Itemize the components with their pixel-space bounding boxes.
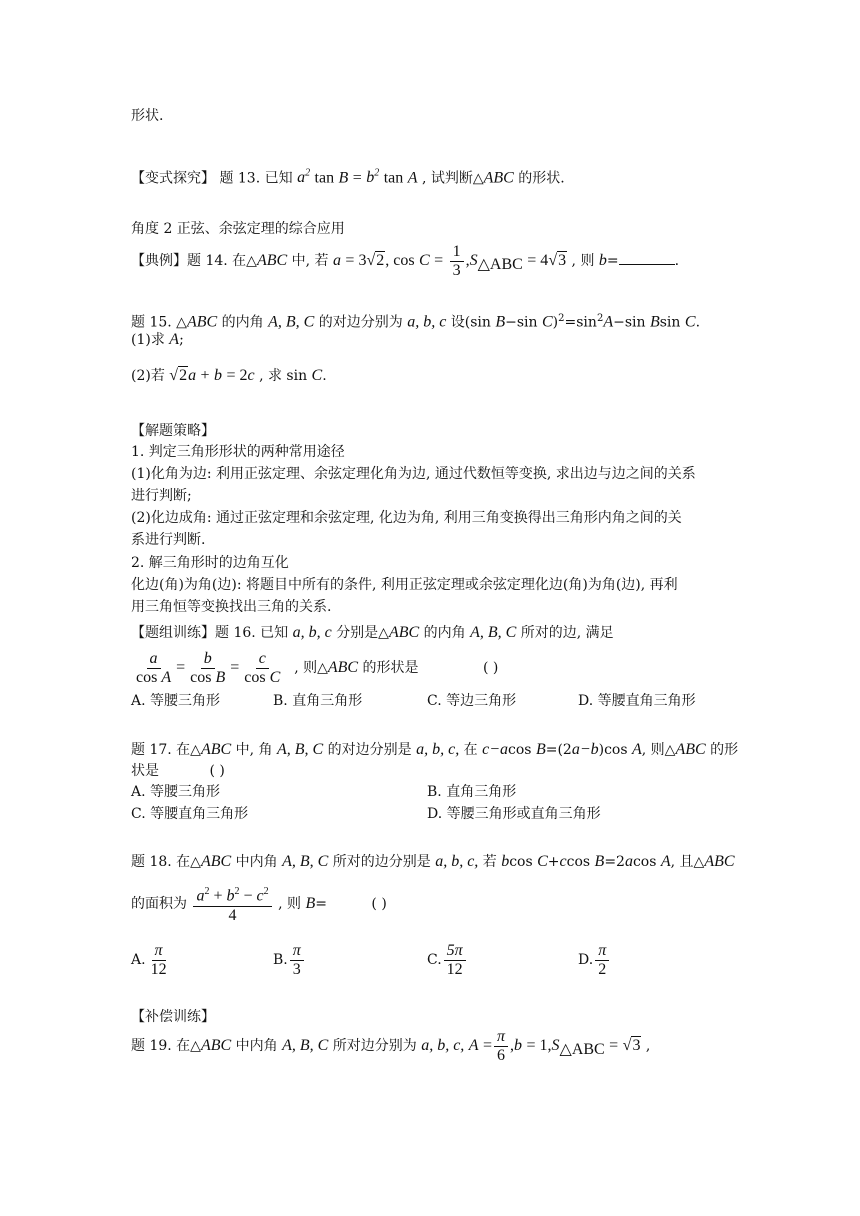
- option-b[interactable]: B. 直角三角形: [427, 784, 517, 800]
- option-d[interactable]: D. $\frac{\pi}{2}$: [578, 940, 611, 980]
- problem-15-part1: (1)求 A;: [131, 331, 184, 348]
- section-tag: 【解题策略】: [131, 423, 215, 439]
- text-line: 进行判断;: [131, 488, 192, 504]
- problem-15: 题 15. △ABC 的内角 A, B, C 的对边分别为 a, b, c 设(sin B−sin $C)^2=\sin^2A-\sin$ Bsin C.: [131, 313, 701, 331]
- problem-18: 题 18. 在△ABC 中内角 A, B, C 所对的边分别是 a, b, c, 若 bcos C+ccos B=2acos A, 且△ABC: [131, 853, 735, 870]
- text-line: (1)化角为边: 利用正弦定理、余弦定理化角为边, 通过代数恒等变换, 求出边与边之间的关系: [131, 466, 696, 482]
- problem-19: 题 19. 在△ABC 中内角 A, B, C 所对边分别为 a, b, c, A = $\frac{\pi}{6}$ $,b = 1,S_{\triangle ABC} = √3$ ,: [131, 1027, 651, 1064]
- section-tag: 【补偿训练】: [131, 1009, 215, 1025]
- option-c[interactable]: C. 等边三角形: [427, 693, 517, 709]
- problem-18-cont: 的面积为 $\frac{a^2 + b^2 - c^2}{4}$ , 则 B= ( ): [131, 882, 387, 926]
- option-c[interactable]: C. 等腰直角三角形: [131, 806, 249, 822]
- problem-16: 【题组训练】题 16. 已知 a, b, c 分别是△ABC 的内角 A, B, C 所对的边, 满足: [131, 624, 614, 641]
- answer-blank[interactable]: [619, 250, 675, 265]
- option-c[interactable]: C. $\frac{5\pi}{12}$: [427, 940, 468, 980]
- text-line: (2)化边成角: 通过正弦定理和余弦定理, 化边为角, 利用三角变换得出三角形内角之间的关: [131, 510, 682, 526]
- option-d[interactable]: D. 等腰三角形或直角三角形: [427, 806, 601, 822]
- text-line: 化边(角)为角(边): 将题目中所有的条件, 利用正弦定理或余弦定理化边(角)为角(边), 再利: [131, 577, 678, 593]
- section-tag: 【变式探究】: [131, 170, 215, 187]
- problem-15-part2: (2)若 √2a + b = 2c , 求 sin C.: [131, 367, 327, 384]
- option-a[interactable]: A. 等腰三角形: [131, 784, 221, 800]
- problem-16-equation: $\frac{a}{\text{cos A}}$ = $\frac{b}{\text{cos B}}$ = $\frac{c}{\text{cos C}}$ , 则△ABC 的形状是 ( ): [136, 649, 499, 686]
- text-line: 用三角恒等变换找出三角的关系.: [131, 599, 332, 615]
- problem-14: 【典例】题 14. 在△ABC 中, 若 a = 3√2, cos C = $\frac{1}{3}$ $,S_{\triangle ABC} = 4√3$ , 则 b= .: [131, 242, 680, 279]
- text-line: 系进行判断.: [131, 532, 206, 548]
- option-b[interactable]: B. $\frac{\pi}{3}$: [273, 940, 306, 980]
- problem-17: 题 17. 在△ABC 中, 角 A, B, C 的对边分别是 a, b, c, 在 c−acos B=(2a−b)cos A, 则△ABC 的形: [131, 741, 739, 758]
- option-d[interactable]: D. 等腰直角三角形: [578, 693, 696, 709]
- option-b[interactable]: B. 直角三角形: [273, 693, 363, 709]
- option-a[interactable]: A. $\frac{\pi}{12}$: [131, 941, 167, 978]
- problem-17-cont: 状是 ( ): [131, 763, 225, 779]
- problem-13: 【变式探究】 题 13. 已知 $a^2$ $\tan B = b^2$ tan A , 试判断△ABC 的形状.: [131, 168, 565, 187]
- text-line: 2. 解三角形时的边角互化: [131, 555, 289, 571]
- text-line: 形状.: [131, 108, 164, 124]
- section-heading: 角度 2 正弦、余弦定理的综合应用: [131, 221, 345, 237]
- text-line: 1. 判定三角形形状的两种常用途径: [131, 444, 345, 460]
- option-a[interactable]: A. 等腰三角形: [131, 693, 221, 709]
